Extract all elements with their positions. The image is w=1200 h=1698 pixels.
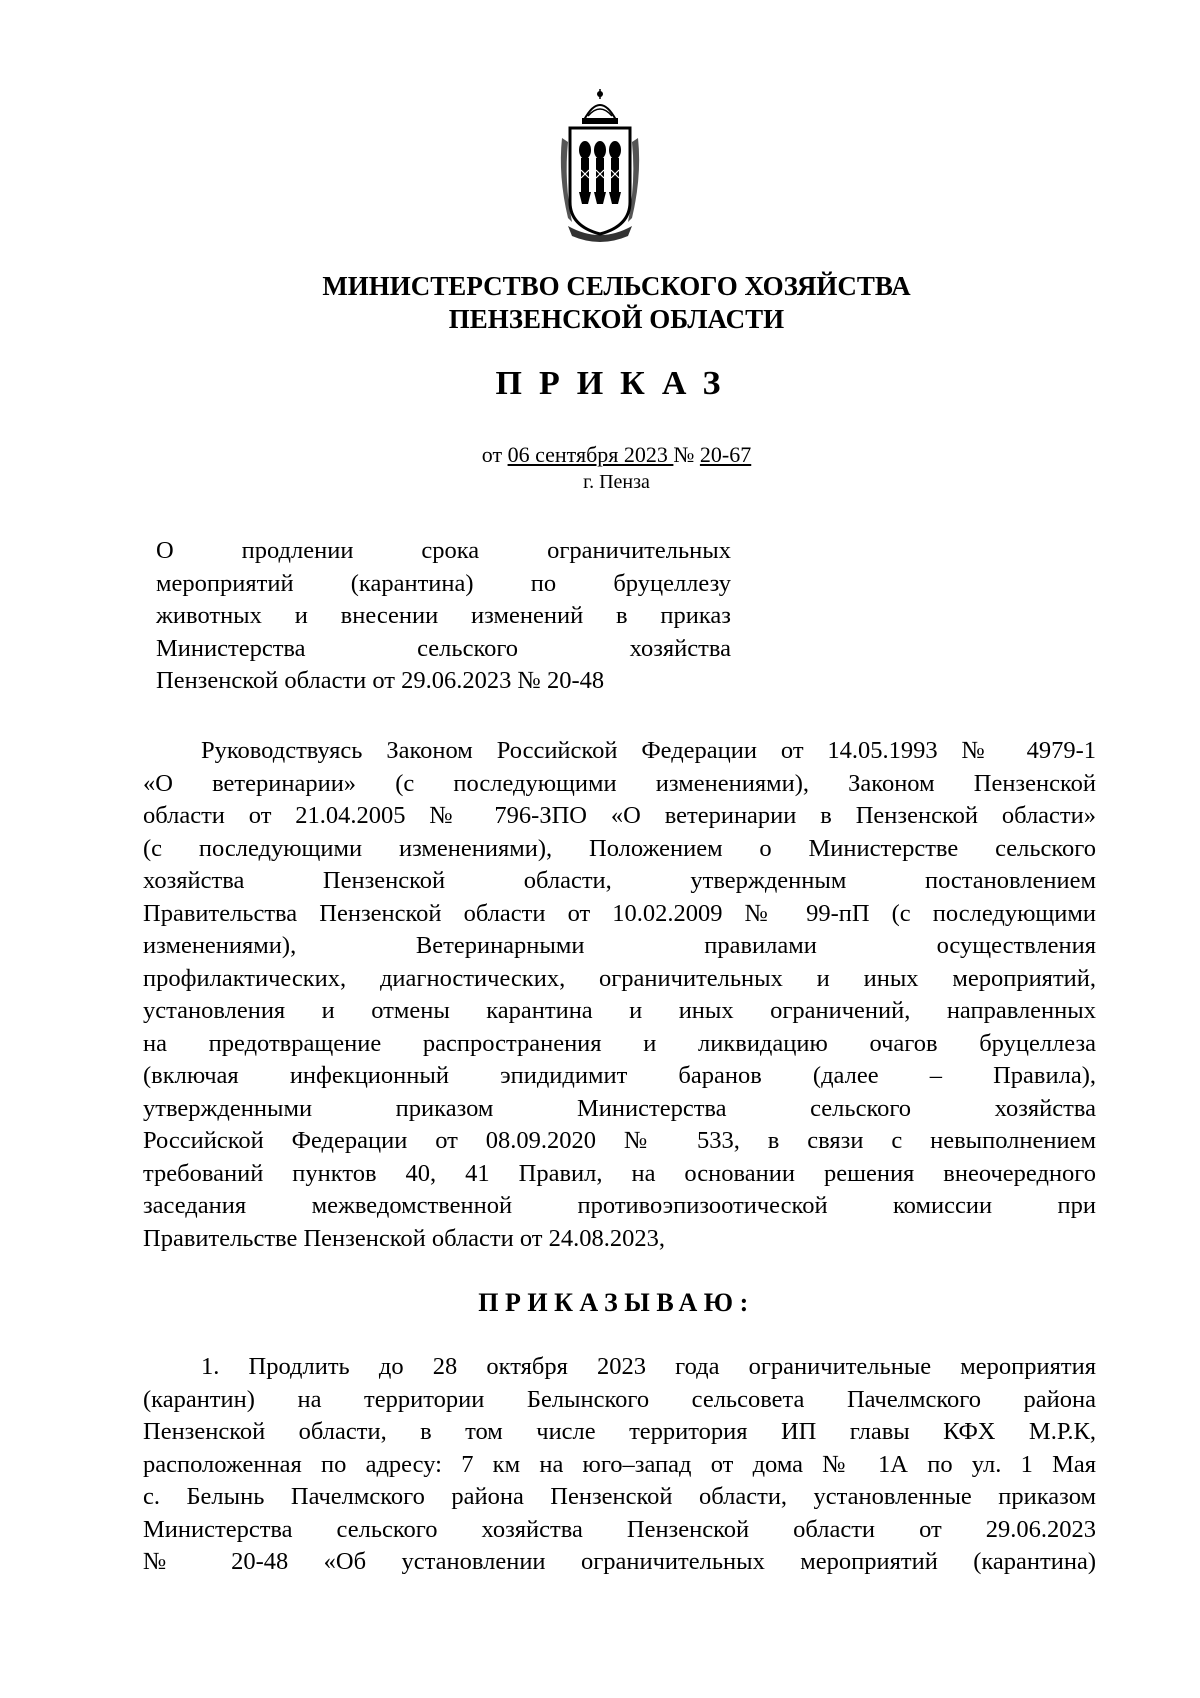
text-line: № 20-48 «Об установлении ограничительных мероприятий (карантина) — [143, 1548, 1096, 1575]
text-line: (с последующими изменениями), Положением о Министерстве сельского — [143, 834, 1096, 862]
subject-line: Пензенской области от 29.06.2023 № 20-48 — [156, 667, 605, 694]
ministry-name-line2: ПЕНЗЕНСКОЙ ОБЛАСТИ — [448, 304, 785, 334]
text-line: утвержденными приказом Министерства сельского хозяйства — [143, 1094, 1096, 1122]
text-line: установления и отмены карантина и иных ограничений, направленных — [143, 997, 1096, 1024]
text-line: Российской Федерации от 08.09.2020 № 533, в связи с невыполнением — [143, 1127, 1096, 1154]
text-line: области от 21.04.2005 № 796-ЗПО «О ветеринарии в Пензенской области» — [143, 802, 1096, 829]
order-date: 06 сентября 2023 — [507, 442, 674, 467]
order-number: 20-67 — [699, 442, 752, 467]
text-line: заседания межведомственной противоэпизоотической комиссии при — [143, 1192, 1096, 1219]
text-line: профилактических, диагностических, ограничительных и иных мероприятий, — [143, 964, 1096, 992]
text-line: 1. Продлить до 28 октября 2023 года ограничительные мероприятия — [201, 1353, 1096, 1380]
subject-line: О продлении срока ограничительных — [156, 537, 731, 564]
ministry-name-line1: МИНИСТЕРСТВО СЕЛЬСКОГО ХОЗЯЙСТВА — [322, 271, 911, 301]
text-line: (карантин) на территории Белынского сельсовета Пачелмского района — [143, 1385, 1096, 1413]
document-type: ПРИКАЗ — [495, 365, 738, 402]
text-line: на предотвращение распространения и ликвидацию очагов бруцеллеза — [143, 1029, 1096, 1057]
city: г. Пенза — [583, 471, 650, 493]
preamble-paragraph — [143, 735, 1096, 1255]
text-line: Правительстве Пензенской области от 24.08.2023, — [143, 1224, 666, 1252]
ministry-name — [0, 270, 1200, 336]
text-line: Руководствуясь Законом Российской Федерации от 14.05.1993 № 4979-1 — [201, 737, 1096, 764]
subject-line: животных и внесении изменений в приказ — [156, 602, 731, 629]
order-word: ПРИКАЗЫВАЮ: — [478, 1288, 755, 1317]
text-line: требований пунктов 40, 41 Правил, на основании решения внеочередного — [143, 1159, 1096, 1187]
number-prefix: № — [673, 442, 700, 467]
order-date-number — [0, 441, 1200, 469]
order-subject — [156, 535, 731, 698]
text-line: Пензенской области, в том числе территория ИП главы КФХ М.Р.К, — [143, 1418, 1096, 1445]
text-line: Правительства Пензенской области от 10.02.2009 № 99-пП (с последующими — [143, 899, 1096, 927]
text-line: Министерства сельского хозяйства Пензенской области от 29.06.2023 — [143, 1515, 1096, 1543]
coat-of-arms-icon — [554, 86, 646, 246]
text-line: изменениями), Ветеринарными правилами осуществления — [143, 932, 1096, 959]
subject-line: мероприятий (карантина) по бруцеллезу — [156, 569, 731, 597]
date-prefix: от — [481, 442, 508, 467]
order-item-1 — [143, 1351, 1096, 1579]
text-line: хозяйства Пензенской области, утвержденным постановлением — [143, 867, 1096, 894]
text-line: «О ветеринарии» (с последующими изменениями), Законом Пензенской — [143, 769, 1096, 797]
text-line: с. Белынь Пачелмского района Пензенской области, установленные приказом — [143, 1483, 1096, 1510]
subject-line: Министерства сельского хозяйства — [156, 634, 731, 662]
text-line: (включая инфекционный эпидидимит баранов (далее – Правила), — [143, 1062, 1096, 1089]
text-line: расположенная по адресу: 7 км на юго–запад от дома № 1А по ул. 1 Мая — [143, 1450, 1096, 1478]
